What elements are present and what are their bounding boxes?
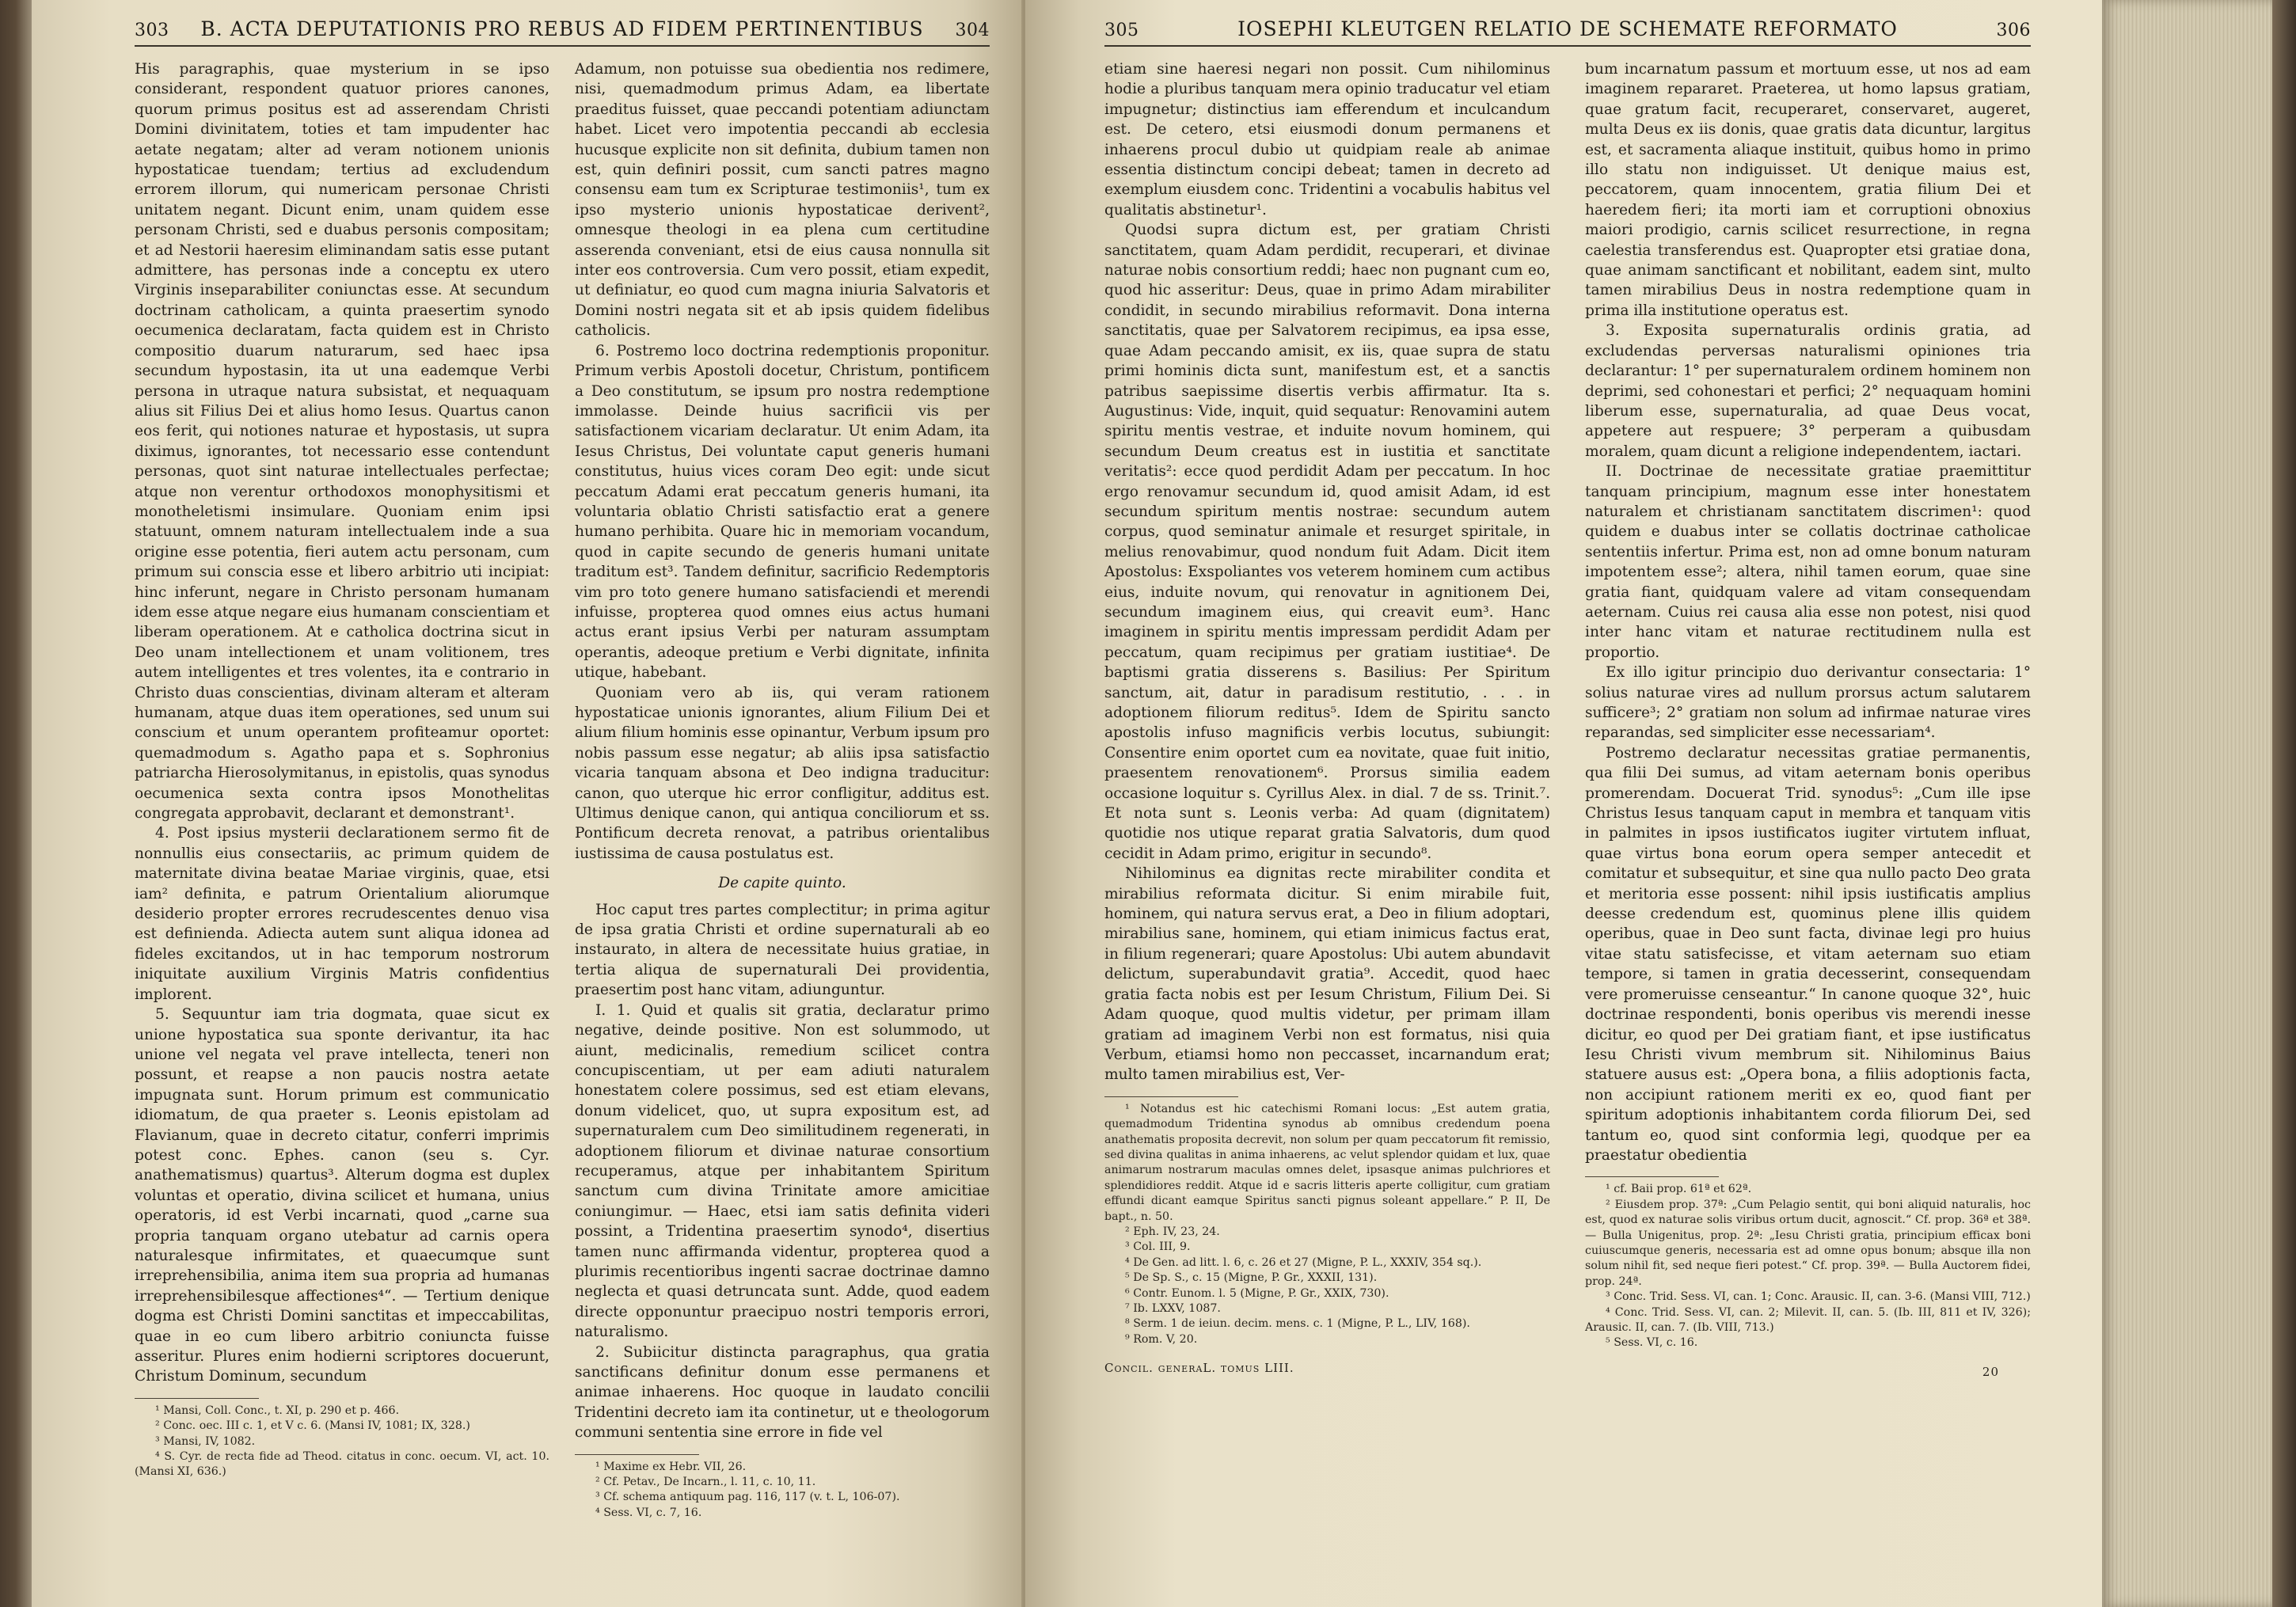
paragraph: bum incarnatum passum et mortuum esse, ut nos ad eam imaginem repararet. Praeterea, ut homo lapsus gratiam, quae gratum facit, recuperaret, conservaret, augeret, multa Deus ex iis donis, quae gratis data dicuntur, largitus est, et sacramenta aliaque instituit, quibus homo in primo illo statu non indiguisset. Ut denique maius est, peccatorem, quam innocentem, gratia filium Dei et haeredem fieri; ita morti iam et corruptioni obnoxius maiori prodigio, carnis scilicet resurrectione, in regna caelestia transferendus est. Quapropter etsi gratiae dona, quae animam sanctificant et nobilitant, eadem sint, multo tamen mirabilius Deus in nostra redemptione quam in prima illa institutione operatus est. xyxy=(1585,61,2031,319)
right-page xyxy=(1025,0,2102,1607)
paragraph: 5. Sequuntur iam tria dogmata, quae sicut ex unione hypostatica sua sponte derivantur, ita hac unione vel negata vel prave intellecta, teneri non possunt, et reapse a non paucis nostra aetate impugnata sunt. Horum primum est communicatio idiomatum, de qua praeter s. Leonis epistolam ad Flavianum, quae in decreto citatur, conferri imprimis potest conc. Ephes. canon (seu s. Cyr. anathematismus) quartus³. Alterum dogma est duplex voluntas et operatio, divina scilicet et humana, unius operatoris, id est Verbi incarnati, quod „carne sua propria tanquam organo utebatur ad carnis opera naturalesque infirmitates, et quaecumque sunt irreprehensibilia, anima item sua propria ad humanas irreprehensibilesque affectiones⁴“. — Tertium denique dogma est Christi Domini sanctitas et impeccabilitas, quae in eo cum libero arbitrio coniuncta fuisse asseritur. Plures enim hodierni scriptores docuerunt, Christum Dominum, secundum xyxy=(135,1006,549,1385)
paragraph: Hoc caput tres partes complectitur; in prima agitur de ipsa gratia Christi et ordine supernaturali ab eo instaurato, in altera de necessitate huius gratiae, in tertia aliqua de supernaturali Dei providentia, praesertim post hanc vitam, adiunguntur. xyxy=(575,901,990,999)
paragraph: 4. Post ipsius mysterii declarationem sermo fit de nonnullis eius consectariis, ac primum quidem de maternitate divina beatae Mariae virginis, quae, etsi iam² definita, e patrum Orientalium aliorumque desiderio propter errores recrudescentes denuo visa est definienda. Adiecta autem sunt aliqua idonea ad fideles excitandos, ut in hac temporum nostrorum iniquitate auxilium Virginis Matris confidentius implorent. xyxy=(135,825,549,1003)
paragraph: Postremo declaratur necessitas gratiae permanentis, qua filii Dei sumus, ad vitam aeternam bonis operibus promerendam. Docuerat Trid. synodus⁵: „Cum ille ipse Christus Iesus tanquam caput in membra et tanquam vitis in palmites in ipsos iustificatos iugiter virtutem influat, quae virtus bona eorum opera semper antecedit et comitatur et subsequitur, et sine qua nullo pacto Deo grata et meritoria esse possent: nihil ipsis iustificatis amplius deesse credendum est, quominus plene illis quidem operibus, quae in Deo sunt facta, divinae legi pro huius vitae statu satisfecisse, et vitam aeternam suo etiam tempore, si tamen in gratia decesserint, consequendam vere promeruisse censeantur.“ In canone quoque 32°, huic doctrinae respondenti, bonis operibus vis merendi inesse dicitur, eo quod per Dei gratiam fiant, et ipse iustificatus Iesu Christi vivum membrum sit. Nihilominus Baius statuere ausus est: „Opera bona, a filiis adoptionis facta, non accipiunt rationem meriti ex eo, quod fiant per spiritum adoptionis inhabitantem corda filiorum Dei, sed tantum eo, quod sint conformia legi, quodque per ea praestatur obedientia xyxy=(1585,744,2031,1164)
paragraph: Nihilominus ea dignitas recte mirabiliter condita et mirabilius reformata dicitur. Si enim mirabile fuit, hominem, qui natura servus erat, a Deo in filium adoptari, mirabilius sane, hominem, qui etiam inimicus factus erat, in filium regenerari; quare Apostolus: Ubi autem abundavit delictum, superabundavit gratia⁹. Accedit, quod haec gratia facta nobis est per Iesum Christum, Filium Dei. Si Adam quoque, quod multis videtur, per primam illam gratiam ad imaginem Verbi non est formatus, nisi quia Verbum, etiamsi homo non peccasset, incarnandum erat; multo tamen mirabilius est, Ver- xyxy=(1104,865,1550,1084)
running-title-left: B. ACTA DEPUTATIONIS PRO REBUS AD FIDEM PERTINENTIBUS xyxy=(200,17,924,40)
footnote: ² Eiusdem prop. 37ª: „Cum Pelagio sentit, qui boni aliquid naturalis, hoc est, quod ex naturae solis viribus ortum ducit, agnoscit.“ Cf. prop. 36ª et 38ª. — Bulla Unigenitus, prop. 2ª: „Iesu Christi gratia, principium efficax boni cuiuscumque generis, necessaria est ad omne opus bonum; absque illa non solum nihil fit, sed neque fieri potest.“ Cf. prop. 39ª. — Bulla Auctorem fidei, prop. 24ª. xyxy=(1585,1198,2031,1288)
section-heading: De capite quinto. xyxy=(718,875,846,892)
footnote: ¹ Maxime ex Hebr. VII, 26. xyxy=(595,1460,747,1473)
signature-mark: Concil. generaL. tomus LIII. xyxy=(1104,1361,1294,1376)
paragraph: 3. Exposita supernaturalis ordinis gratia, ad excludendas perversas naturalismi opiniones tria declarantur: 1° per supernaturalem ordinem hominem non deprimi, sed cohonestari et perfici; 2° nequaquam homini liberum esse, supernaturalia, ad quae Deus vocat, appetere aut respuere; 3° perperam a quibusdam moralem, quam dicunt a religione independentem, iactari. xyxy=(1585,322,2031,460)
signature-line xyxy=(1104,1358,1550,1378)
header-rule-right xyxy=(1104,45,2031,47)
column-303 xyxy=(135,59,562,1521)
footnote: ⁴ S. Cyr. de recta fide ad Theod. citatus in conc. oecum. VI, act. 10. (Mansi XI, 636.) xyxy=(135,1450,549,1479)
footnote: ⁸ Serm. 1 de ieiun. decim. mens. c. 1 (Migne, P. L., LIV, 168). xyxy=(1125,1317,1470,1331)
left-columns xyxy=(135,59,990,1521)
left-page-header xyxy=(135,17,990,40)
paragraph: Quoniam vero ab iis, qui veram rationem hypostaticae unionis ignorantes, alium Filium Dei et alium filium hominis esse opinantur, Verbum ipsum pro nobis passum esse negatur; ab aliis ipsa satisfactio vicaria tanquam absona et Deo indigna traducitur: canon, quo uterque hic error confligitur, additus est. Ultimus denique canon, qui antiqua conciliorum et ss. Pontificum decreta renovat, a patribus orientalibus iustissima de causa postulatus est. xyxy=(575,684,990,862)
paragraph: Quodsi supra dictum est, per gratiam Christi sanctitatem, quam Adam perdidit, recuperari, et divinae naturae nobis consortium reddi; haec non pugnant cum eo, quod hic asseritur: Deus, quae in primo Adam mirabiliter condidit, in secundo mirabilius reformavit. Dona interna sanctitatis, quae per Salvatorem recipimus, ea ipsa esse, quae Adam peccando amisit, ex iis, quae supra de statu primi hominis dicta sunt, manifestum est, et a sanctis patribus saepissime disertis verbis affirmatur. Ita s. Augustinus: Vide, inquit, quid sequatur: Renovamini autem spiritu mentis vestrae, et induite novum hominem, qui secundum Deum creatus est in iustitia et sanctitate veritatis²: ecce quod perdidit Adam per peccatum. In hoc ergo renovamur secundum id, quod amisit Adam, id est secundum spiritum mentis nostrae: secundum autem corpus, quod seminatur animale et resurget spiritale, in melius renovabimur, quod nondum fuit Adam. Dicit item Apostolus: Exspoliantes vos veterem hominem cum actibus eius, induite novum, qui renovatur in agnitionem Dei, secundum imaginem eius, qui creavit eum³. Hanc imaginem in spiritu mentis impressam perdidit Adam per peccatum, quam recipimus per gratiam iustitiae⁴. De baptismi gratia disserens s. Basilius: Per Spiritum sanctum, ait, datur in paradisum restitutio, . . . in adoptionem filiorum reditus⁵. Idem de Spiritu sancto apostolis infuso magnificis verbis locutus, subiungit: Consentire enim oportet cum ea novitate, quae fuit initio, praesentem renovationem⁶. Prorsus similia eadem occasione loquitur s. Cyrillus Alex. in dial. 7 de ss. Trinit.⁷. Et nota sunt s. Leonis verba: Ad quam (dignitatem) quotidie nos utique reparat gratia Salvatoris, dum quod cecidit in Adam primo, erigitur in secundo⁸. xyxy=(1104,222,1550,862)
footnote: ³ Cf. schema antiquum pag. 116, 117 (v. t. L, 106-07). xyxy=(595,1491,900,1504)
paragraph: Ex illo igitur principio duo derivantur consectaria: 1° solius naturae vires ad nullum prorsus actum salutarem sufficere³; 2° gratiam non solum ad infirmae naturae vires reparandas, sed simpliciter esse necessariam⁴. xyxy=(1585,664,2031,742)
footnote: ² Conc. oec. III c. 1, et V c. 6. (Mansi IV, 1081; IX, 328.) xyxy=(155,1419,470,1433)
footnote: ⁵ De Sp. S., c. 15 (Migne, P. Gr., XXXII, 131). xyxy=(1125,1271,1378,1285)
right-columns xyxy=(1104,59,2031,1382)
paragraph: I. 1. Quid et qualis sit gratia, declaratur primo negative, deinde positive. Non est solummodo, ut aiunt, medicinalis, remedium scilicet contra concupiscentiam, ut per eam adiuti naturalem honestatem colere possimus, sed est etiam elevans, donum videlicet, quo, ut supra expositum est, ad supernaturalem cum Deo similitudinem regenerati, in adoptionem filiorum et divinae naturae consortium recuperamus, atque per inhabitantem Spiritum sanctum cum divina Trinitate amore amicitiae coniungimur. — Haec, etsi iam satis definita videri possint, a Tridentina praesertim synodo⁴, disertius tamen nunc affirmanda videntur, propterea quod a plurimis recentioribus ingenti sacrae doctrinae damno neglecta et quasi detruncata sunt. Adde, quod eadem directe opponuntur praecipuo nostri temporis errori, naturalismo. xyxy=(575,1001,990,1341)
paragraph: His paragraphis, quae mysterium in se ipso considerant, respondent quatuor priores canones, quorum primus positus est ad asserendam Christi Domini divinitatem, toties et tam impudenter hac aetate negatam; alter ad veram notionem unionis hypostaticae tuendam; tertius ad excludendum errorem illorum, qui numericam personae Christi unitatem negant. Dicunt enim, unam quidem esse personam Christi, sed e duabus personis compositam; et ad Nestorii haeresim eliminandam satis esse putant admittere, has personas inde a conceptu ex utero Virginis inseparabiliter coniunctas esse. At secundum doctrinam catholicam, a quinta praesertim synodo oecumenica declaratam, facta quidem est in Christo compositio duarum naturarum, sed haec ipsa secundum hypostasin, ita ut una eademque Verbi persona in utraque natura subsistat, et nequaquam alius sit Filius Dei et alius homo Iesus. Quartus canon eos ferit, qui notiones naturae et hypostasis, ut supra diximus, ignorantes, tot necessario esse contendunt personas, quot sint naturae intellectuales perfectae; atque non verentur orthodoxos monophysitismi et monotheletismi insimulare. Quoniam enim ipsi statuunt, omnem naturam intellectualem inde a sua origine esse potentia, fieri autem actu personam, cum primum sui conscia esse et libero arbitrio uti incipiat: hinc inferunt, negare in Christo personam humanam idem esse atque negare eius humanam conscientiam et liberam operationem. At e catholica doctrina sicut in Deo unam intellectionem et unam volitionem, tres autem intelligentes et tres volentes, ita e contrario in Christo duas conscientias, divinam alteram et alteram humanam, atque duas item operationes, sed unum sui conscium et unum operantem profiteamur oportet: quemadmodum s. Agatho papa et s. Sophronius patriarcha Hierosolymitanus, in epistolis, quas synodus oecumenica sexta contra ipsos Monothelitas congregata approbavit, declarant et demonstrant¹. xyxy=(135,61,549,822)
column-304 xyxy=(562,59,990,1521)
column-305 xyxy=(1104,59,1568,1382)
page-number-306: 306 xyxy=(1996,21,2031,40)
running-title-right: IOSEPHI KLEUTGEN RELATIO DE SCHEMATE REFORMATO xyxy=(1237,17,1898,40)
footnote: ¹ Notandus est hic catechismi Romani locus: „Est autem gratia, quemadmodum Tridentina synodus ab omnibus credendum poena anathematis proposita decrevit, non solum per quam peccatorum fit remissio, sed divina qualitas in anima inhaerens, ac velut splendor quidam et lux, quae animarum nostrarum maculas omnes delet, ipsasque animas pulchriores et splendidiores reddit. Atque id e sacris litteris aperte colligitur, cum gratiam effundi dicant eamque Spiritus sancti pignus soleant appellare.“ P. II, De bapt., n. 50. xyxy=(1104,1102,1550,1223)
footnote: ⁴ De Gen. ad litt. l. 6, c. 26 et 27 (Migne, P. L., XXXIV, 354 sq.). xyxy=(1125,1256,1482,1269)
paragraph: 2. Subiicitur distincta paragraphus, qua gratia sanctificans definitur donum esse permanens et animae inhaerens. Hoc quoque in laudato concilii Tridentini decreto iam ita continetur, ut e theologorum communi sententia sine errore in fide vel xyxy=(575,1343,990,1442)
paragraph: Adamum, non potuisse sua obedientia nos redimere, nisi, quemadmodum primus Adam, ea libertate praeditus fuisset, quae peccandi potentiam adiunctam habet. Licet vero impotentia peccandi ab ecclesia hucusque explicite non sit definita, dubium tamen non est, quin definiri possit, cum sancti patres magno consensu eam tum ex Scripturae testimoniis¹, tum ex ipso mysterio unionis hypostaticae derivent², omnesque theologi in ea plena cum certitudine asserenda conveniant, etsi de eius causa nonnulla sit inter eos controversia. Cum vero possit, etiam expedit, ut definiatur, eo quod cum magna iniuria Salvatoris et Domini nostri negata sit et ab ipsis quidem fidelibus catholicis. xyxy=(575,61,990,340)
page-edges xyxy=(2102,0,2296,1607)
right-page-header xyxy=(1104,17,2031,40)
left-page xyxy=(32,0,1021,1607)
sheet-number: 20 xyxy=(1982,1364,1999,1379)
footnote: ¹ Mansi, Coll. Conc., t. XI, p. 290 et p. 466. xyxy=(155,1404,400,1417)
footnote: ³ Conc. Trid. Sess. VI, can. 1; Conc. Arausic. II, can. 3-6. (Mansi VIII, 712.) xyxy=(1606,1290,2031,1304)
footnote: ³ Col. III, 9. xyxy=(1125,1240,1191,1254)
footnote-rule xyxy=(135,1398,259,1399)
page-number-303: 303 xyxy=(135,21,169,40)
footnote: ⁶ Contr. Eunom. l. 5 (Migne, P. Gr., XXIX, 730). xyxy=(1125,1286,1389,1300)
footnote: ⁵ Sess. VI, c. 16. xyxy=(1606,1336,1698,1350)
footnote-rule xyxy=(1104,1096,1238,1097)
footnote: ⁴ Conc. Trid. Sess. VI, can. 2; Milevit. II, can. 5. (Ib. III, 811 et IV, 326); Arausic. II, can. 7. (Ib. VIII, 713.) xyxy=(1585,1305,2031,1334)
footnote: ⁴ Sess. VI, c. 7, 16. xyxy=(595,1506,702,1519)
footnote: ³ Mansi, IV, 1082. xyxy=(155,1434,256,1448)
footnote: ² Eph. IV, 23, 24. xyxy=(1125,1225,1220,1238)
page-number-305: 305 xyxy=(1104,21,1139,40)
footnote: ⁷ Ib. LXXV, 1087. xyxy=(1125,1302,1221,1315)
book-cover-edge xyxy=(2272,0,2296,1607)
header-rule-left xyxy=(135,45,990,47)
footnote: ¹ cf. Baii prop. 61ª et 62ª. xyxy=(1606,1183,1752,1196)
footnote: ⁹ Rom. V, 20. xyxy=(1125,1332,1198,1346)
column-306 xyxy=(1568,59,2031,1382)
footnote: ² Cf. Petav., De Incarn., l. 11, c. 10, 11. xyxy=(595,1476,816,1489)
page-number-304: 304 xyxy=(955,21,990,40)
paragraph: etiam sine haeresi negari non possit. Cum nihilominus hodie a pluribus tanquam mera opinio traducatur vel etiam impugnetur; distinctius iam efferendum et inculcandum est. De cetero, etsi eiusmodi donum permanens et inhaerens procul dubio ut quidpiam reale ab animae essentia distinctum concipi debeat; tamen in decreto ad exemplum eiusdem conc. Tridentini a vocabulis habitus vel qualitatis abstinetur¹. xyxy=(1104,61,1550,218)
footnote-rule xyxy=(575,1454,699,1455)
sheet-line xyxy=(1585,1362,2031,1382)
footnote-rule xyxy=(1585,1176,1719,1177)
paragraph: 6. Postremo loco doctrina redemptionis proponitur. Primum verbis Apostoli docetur, Christum, pontificem a Deo constitutum, se ipsum pro nostra redemptione immolasse. Deinde huius sacrificii vis per satisfactionem vicariam declaratur. Ut enim Adam, ita Iesus Christus, Dei voluntate caput generis humani constitutus, huius vices coram Deo egit: unde sicut peccatum Adami erat peccatum generis humani, ita voluntaria oblatio Christi satisfactio erat a genere humano perhibita. Quare hic in memoriam vocandum, quod in capite secundo de generis humani unitate traditum est³. Tandem definitur, sacrificio Redemptoris vim pro toto genere humano satisfaciendi et merendi infuisse, propterea quod omnes eius actus humani actus erant ipsius Verbi per naturam assumptam operantis, adeoque pretium e Verbi dignitate, infinita utique, habebant. xyxy=(575,342,990,682)
paragraph: II. Doctrinae de necessitate gratiae praemittitur tanquam principium, magnum esse inter honestatem naturalem et christianam sanctitatem discrimen¹: quod quidem e duabus inter se collatis doctrinae catholicae sententiis infertur. Prima est, non ad omne bonum naturam impotentem esse²; altera, nihil tamen eorum, quae sine gratia fiant, quidquam valere ad vitam consequendam aeternam. Cuius rei causa alia esse non potest, nisi quod inter hanc vitam et naturae rectitudinem nulla est proportio. xyxy=(1585,463,2031,661)
